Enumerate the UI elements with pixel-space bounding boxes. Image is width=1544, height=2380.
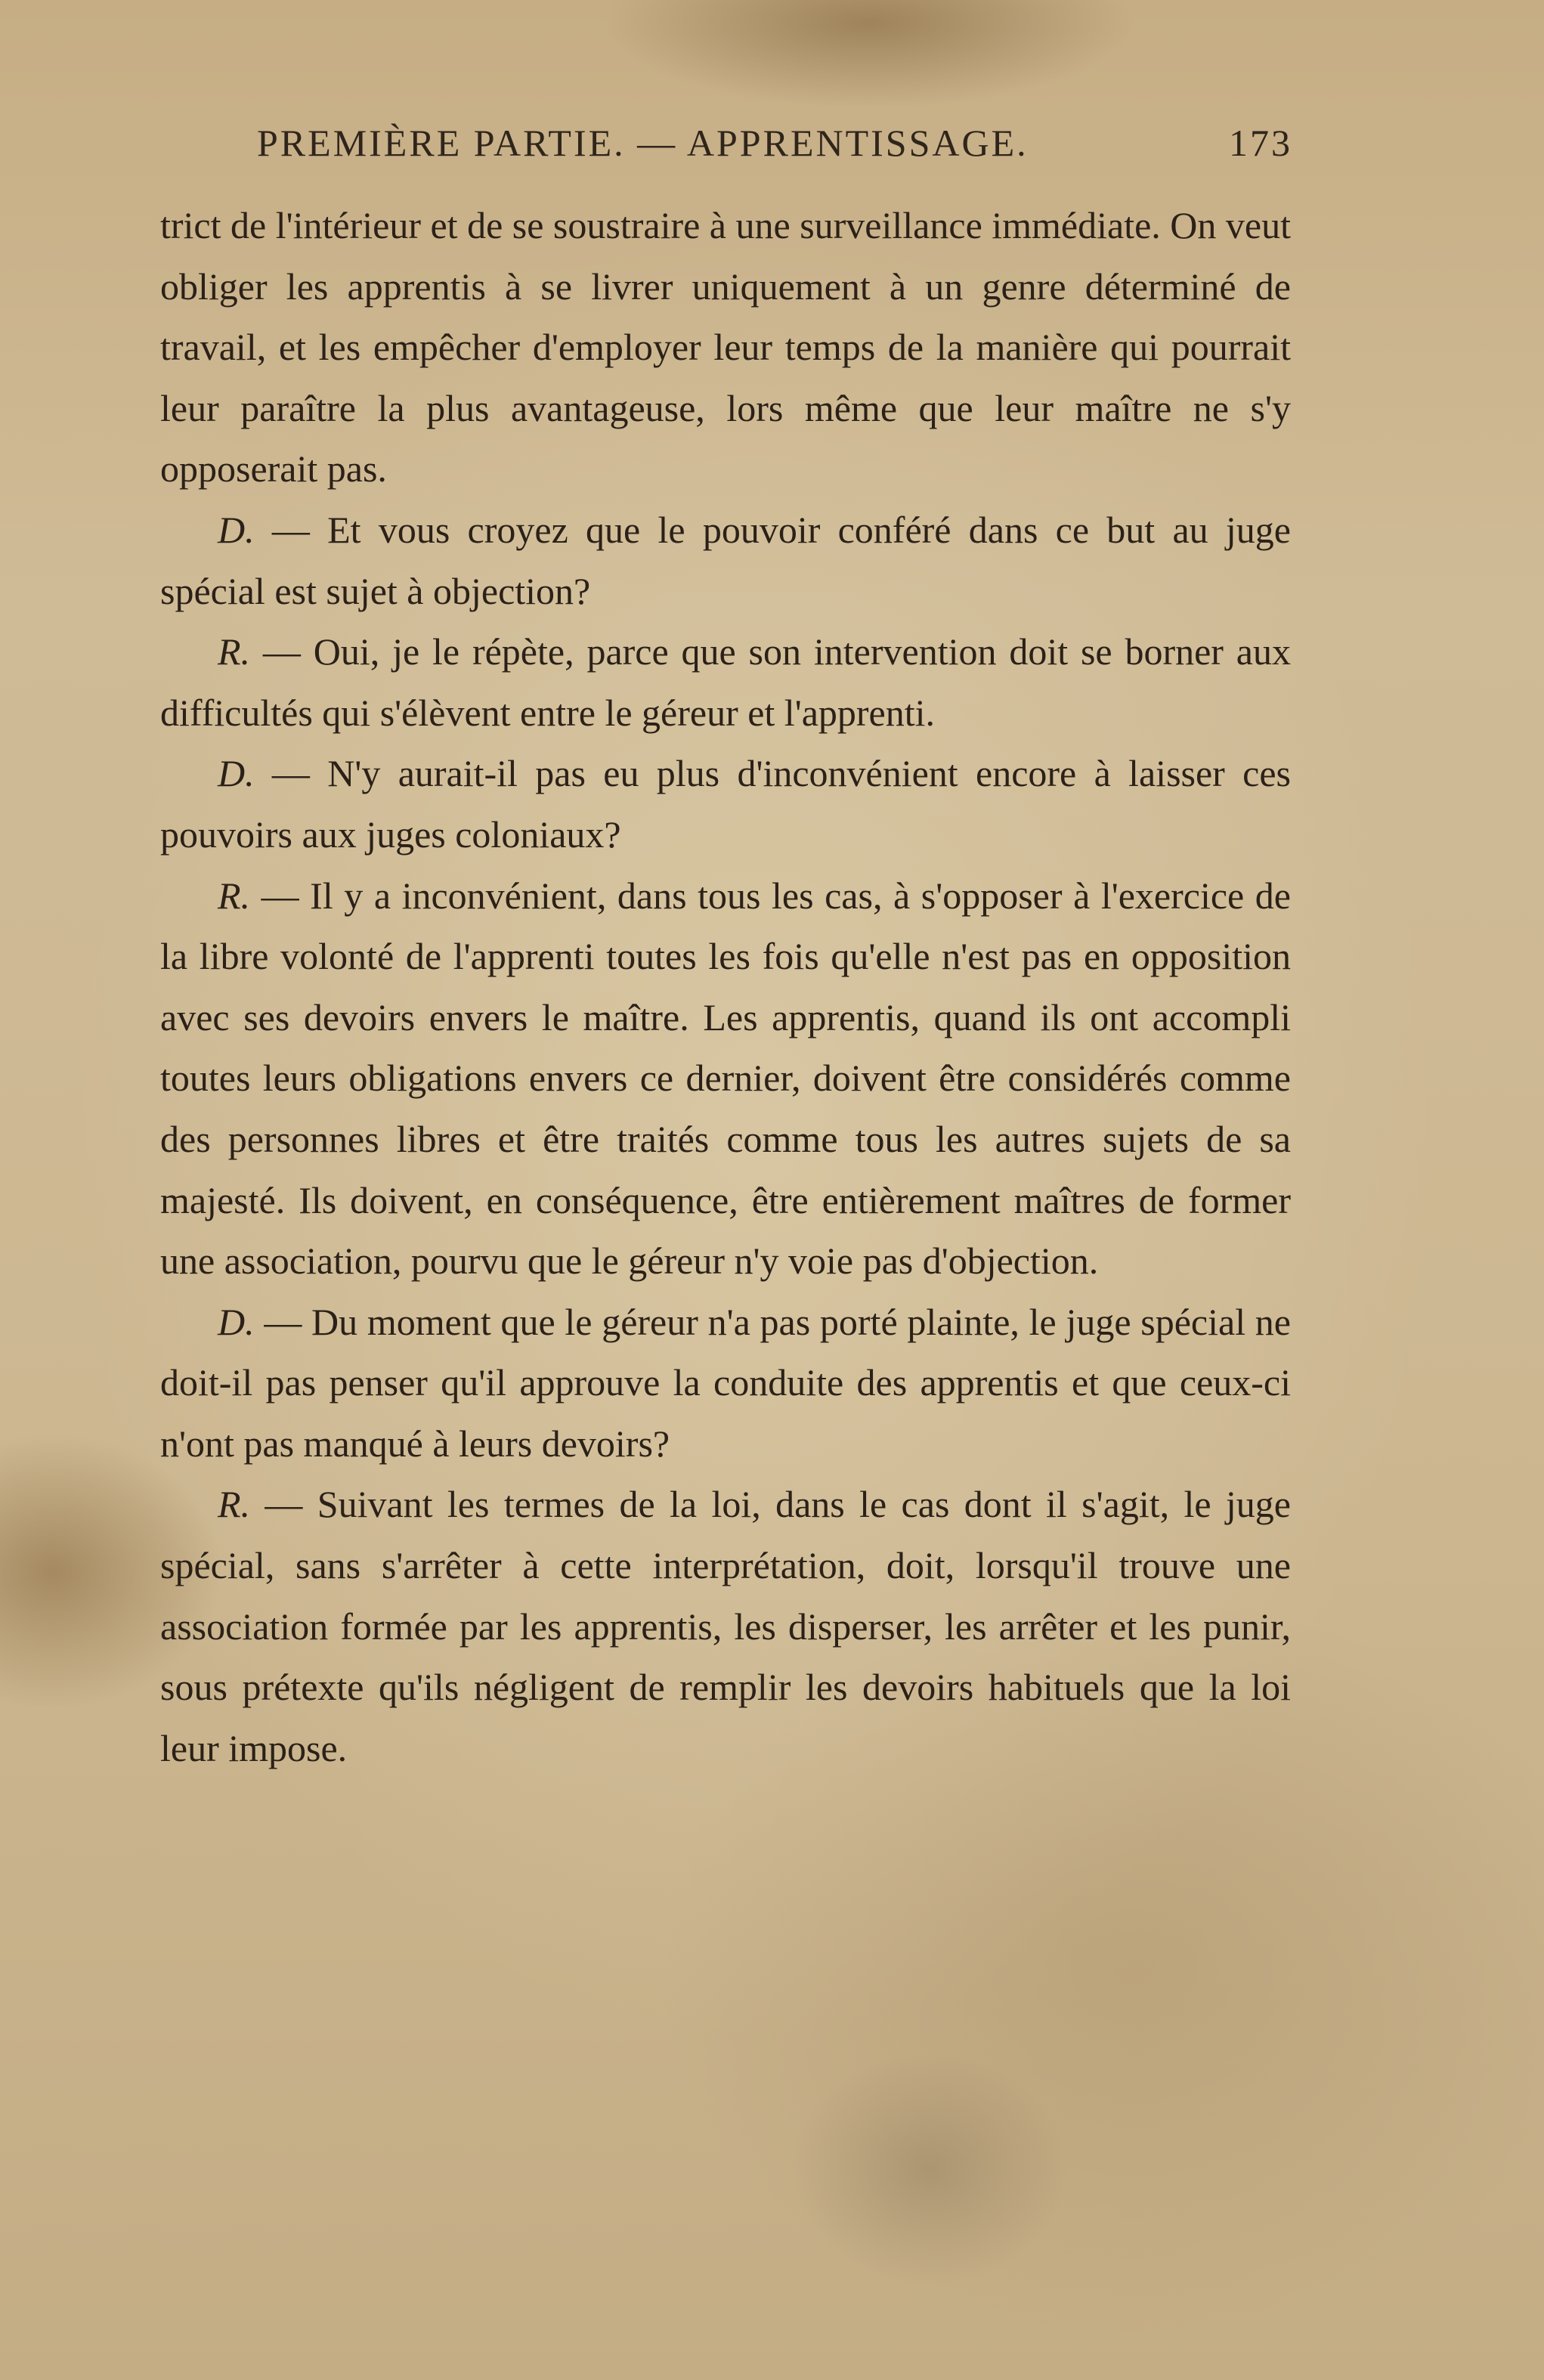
paragraph-text: — Du moment que le géreur n'a pas porté plainte, le juge spécial ne doit-il pas penser qu'il approuve la conduite des apprentis et que ceux-ci n'ont pas manqué à leurs devoirs? <box>160 1300 1291 1465</box>
paragraph-text: — N'y aurait-il pas eu plus d'inconvénient encore à laisser ces pouvoirs aux juges coloniaux? <box>160 752 1291 856</box>
paragraph-answer <box>160 865 1291 1292</box>
running-head: PREMIÈRE PARTIE. — APPRENTISSAGE. <box>257 122 1029 164</box>
speaker-label: R. <box>218 630 251 673</box>
speaker-label: D. <box>218 1300 255 1343</box>
paragraph-question <box>160 743 1291 865</box>
paragraph-answer <box>160 1474 1291 1778</box>
paragraph-question <box>160 1292 1291 1475</box>
speaker-label: D. <box>218 508 255 551</box>
paragraph-answer <box>160 621 1291 743</box>
paragraph <box>160 195 1291 500</box>
paragraph-text: — Suivant les termes de la loi, dans le cas dont il s'agit, le juge spécial, sans s'arrêter à cette interprétation, doit, lorsqu'il trouve une association formée par les apprentis, les disperser, les arrêter et les punir, sous prétexte qu'ils négligent de remplir les devoirs habituels que la loi leur impose. <box>160 1483 1291 1769</box>
paragraph-text: — Oui, je le répète, parce que son intervention doit se borner aux difficultés qui s'élèvent entre le géreur et l'apprenti. <box>160 630 1291 734</box>
paragraph-text: trict de l'intérieur et de se soustraire à une surveillance immédiate. On veut obliger les apprentis à se livrer uniquement à un genre déterminé de travail, et les empêcher d'employer leur temps de la manière qui pourrait leur paraître la plus avantageuse, lors même que leur maître ne s'y opposerait pas. <box>160 204 1291 491</box>
paragraph-question <box>160 500 1291 621</box>
paragraph-text: — Et vous croyez que le pouvoir conféré dans ce but au juge spécial est sujet à objection? <box>160 508 1291 612</box>
speaker-label: R. <box>218 1483 251 1526</box>
paragraph-text: — Il y a inconvénient, dans tous les cas, à s'opposer à l'exercice de la libre volonté de l'apprenti toutes les fois qu'elle n'est pas en opposition avec ses devoirs envers le maître. Les apprentis, quand ils ont accompli toutes leurs obligations envers ce dernier, doivent être considérés comme des personnes libres et être traités comme tous les autres sujets de sa majesté. Ils doivent, en conséquence, être entièrement maîtres de former une association, pourvu que le géreur n'y voie pas d'objection. <box>160 874 1291 1283</box>
speaker-label: R. <box>218 874 251 917</box>
page-header <box>257 121 1292 181</box>
speaker-label: D. <box>218 752 255 795</box>
page-number: 173 <box>1229 122 1292 164</box>
body-text <box>160 195 1291 1778</box>
